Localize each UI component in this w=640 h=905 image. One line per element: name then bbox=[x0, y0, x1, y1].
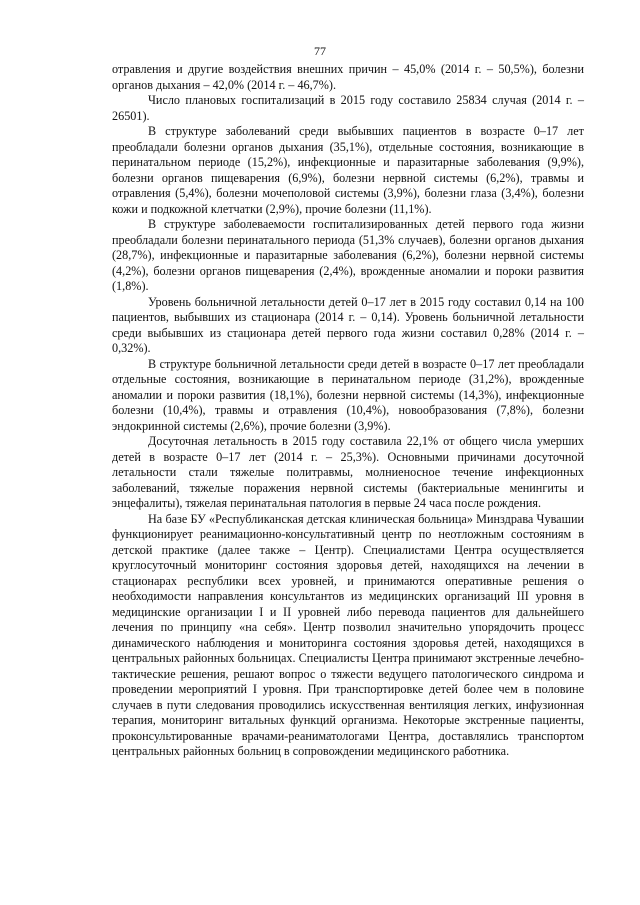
paragraph-6: В структуре больничной летальности среди детей в возрасте 0–17 лет преобладали отдельные состояния, возникающие в перинатальном периоде (31,2%), врожденные аномалии и пороки развития (18,1%), болезни нервной системы (14,3%), инфекционные болезни (10,4%), травмы и отравления (10,4%), новообразования (7,8%), болезни эндокринной системы (2,6%), прочие болезни (3,9%). bbox=[112, 356, 584, 433]
body-text bbox=[112, 62, 584, 760]
paragraph-5: Уровень больничной летальности детей 0–17 лет в 2015 году составил 0,14 на 100 пациентов, выбывших из стационара (2014 г. – 0,14). Уровень больничной летальности среди выбывших из стационара детей первого года жизни составил 0,28% (2014 г. – 0,32%). bbox=[112, 294, 584, 355]
paragraph-2: Число плановых госпитализаций в 2015 году составило 25834 случая (2014 г. – 26501). bbox=[112, 93, 584, 123]
paragraph-3: В структуре заболеваний среди выбывших пациентов в возрасте 0–17 лет преобладали болезни органов дыхания (35,1%), отдельные состояния, возникающие в перинатальном периоде (15,2%), инфекционные и паразитарные заболевания (9,9%), болезни органов пищеварения (6,9%), болезни нервной системы (6,2%), травмы и отравления (5,4%), болезни мочеполовой системы (3,9%), болезни глаза (3,4%), болезни кожи и подкожной клетчатки (2,9%), прочие болезни (11,1%). bbox=[112, 124, 584, 216]
paragraph-4: В структуре заболеваемости госпитализированных детей первого года жизни преобладали болезни перинатального периода (51,3% случаев), болезни органов дыхания (28,7%), инфекционные и паразитарные заболевания (6,2%), болезни нервной системы (4,2%), болезни органов пищеварения (2,4%), врожденные аномалии и пороки развития (1,8%). bbox=[112, 217, 584, 293]
paragraph-1: отравления и другие воздействия внешних причин – 45,0% (2014 г. – 50,5%), болезни органов дыхания – 42,0% (2014 г. – 46,7%). bbox=[112, 62, 584, 92]
paragraph-7: Досуточная летальность в 2015 году составила 22,1% от общего числа умерших детей в возрасте 0–17 лет (2014 г. – 25,3%). Основными причинами досуточной летальности стали тяжелые политравмы, молниеносное течение инфекционных заболеваний, тяжелые поражения нервной системы (бактериальные менингиты и энцефалиты), тяжелая перинатальная патология в первые 24 часа после рождения. bbox=[112, 434, 584, 510]
page-number: 77 bbox=[314, 44, 326, 58]
paragraph-8: На базе БУ «Республиканская детская клиническая больница» Минздрава Чувашии функционирует реанимационно-консультативный центр по неотложным состояниям в детской практике (далее также – Центр). Специалистами Центра осуществляется круглосуточный мониторинг состояния здоровья детей, находящихся на лечении в стационарах республики всех уровней, и принимаются оперативные решения о необходимости направления консультантов из медицинских организаций III уровня в медицинские организации I и II уровней либо перевода пациентов для дальнейшего лечения по принципу «на себя». Центр позволил значительно упорядочить процесс динамического наблюдения и мониторинга состояния здоровья детей, находящихся в центральных районных больницах. Специалисты Центра принимают экстренные лечебно-тактические решения, решают вопрос о тяжести ведущего патологического синдрома и проведении мероприятий I уровня. При транспортировке детей более чем в половине случаев в пути следования проводились искусственная вентиляция легких, инфузионная терапия, мониторинг витальных функций организма. Некоторые экстренные пациенты, проконсультированные врачами-реаниматологами Центра, доставлялись транспортом центральных районных больниц в сопровождении медицинского работника. bbox=[112, 511, 584, 758]
